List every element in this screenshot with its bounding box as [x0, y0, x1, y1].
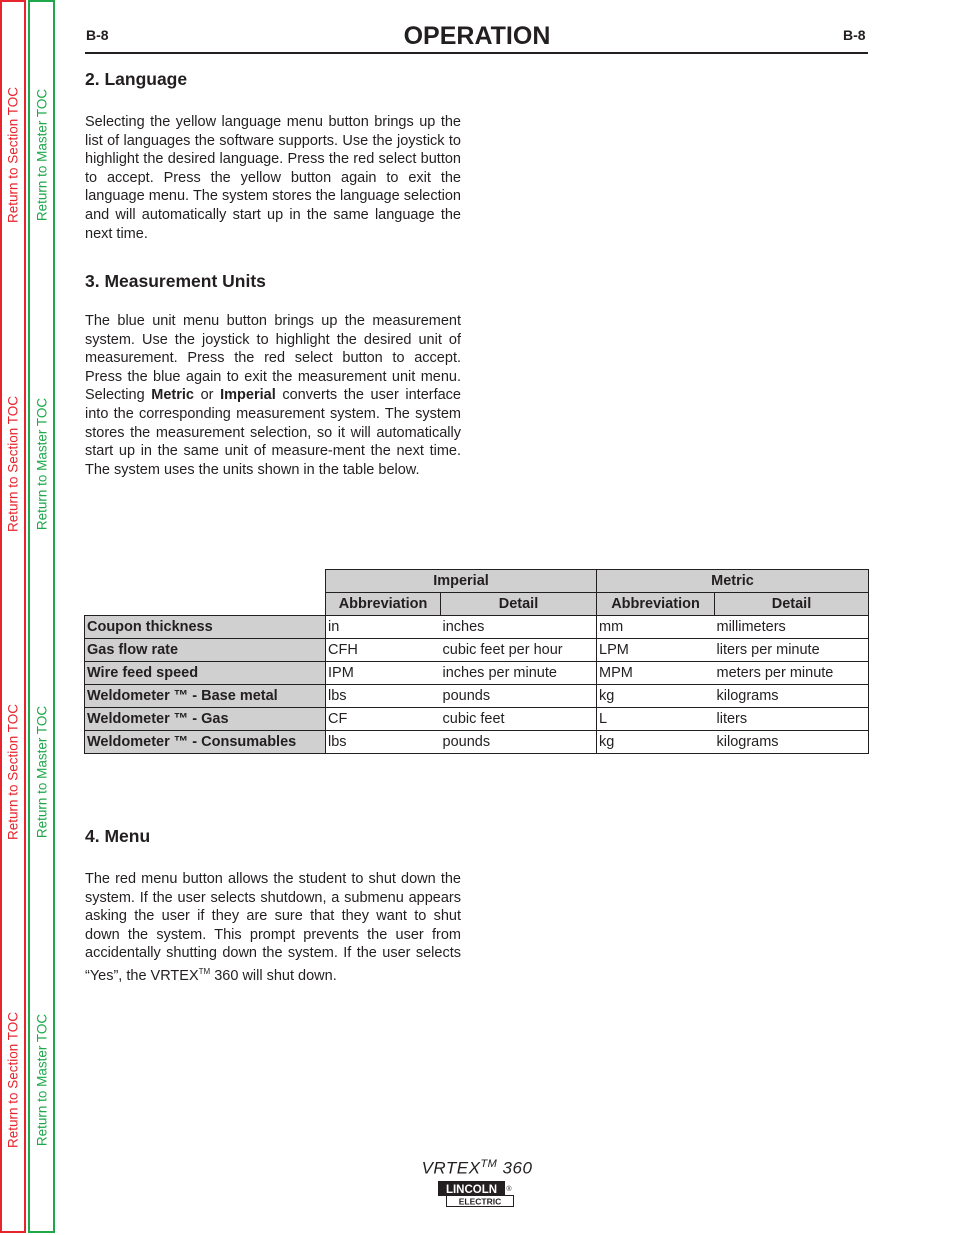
measurement-units-heading: 3. Measurement Units: [85, 271, 266, 291]
return-to-master-toc-link[interactable]: Return to Master TOC: [34, 397, 49, 531]
measurement-units-paragraph: The blue unit menu button brings up the measurement system. Use the joystick to highlight the desired unit of measurement. Press the red select button to accept. Press the blue again to exit the measurement unit menu. Selecting Metric or Imperial converts the user interface into the corresponding measurement system. The system stores the measurement selection, so it will automatically start up in the same unit of measure-ment the next time. The system uses the units shown in the table below.: [85, 313, 461, 478]
svg-text:ELECTRIC: ELECTRIC: [458, 1196, 502, 1207]
imperial-abbreviation-header: Abbreviation: [326, 593, 441, 616]
language-heading: 2. Language: [85, 69, 188, 89]
svg-text:®: ®: [506, 1186, 512, 1193]
table-row: Weldometer ™ - Gas CF cubic feet L liters: [85, 708, 869, 731]
section-toc-sidebar: [0, 0, 26, 1233]
table-row: Gas flow rate CFH cubic feet per hour LPM liters per minute: [85, 639, 869, 662]
return-to-section-toc-link[interactable]: Return to Section TOC: [5, 86, 21, 224]
language-paragraph: Selecting the yellow language menu button brings up the list of languages the software supports. Use the joystick to highlight the desired language. Press the red select button to accept. Press the yellow button again to exit the language menu. The system stores the language selection and will automatically start up in the same language the next time.: [85, 114, 461, 242]
table-row: Weldometer ™ - Base metal lbs pounds kg kilograms: [85, 685, 869, 708]
page-title: OPERATION: [403, 22, 551, 50]
menu-paragraph: The red menu button allows the student to shut down the system. If the user selects shutdown, a submenu appears asking the user if they are sure that they want to shut down the system. This prompt prevents the user from accidentally shutting down the system. If the user selects “Yes”, the VRTEX™ 360 will shut down.: [85, 871, 461, 984]
return-to-section-toc-link[interactable]: Return to Section TOC: [5, 703, 21, 841]
master-toc-sidebar: [28, 0, 55, 1233]
return-to-master-toc-link[interactable]: Return to Master TOC: [34, 88, 49, 222]
metric-abbreviation-header: Abbreviation: [597, 593, 715, 616]
imperial-detail-header: Detail: [441, 593, 597, 616]
return-to-master-toc-link[interactable]: Return to Master TOC: [34, 1013, 49, 1147]
table-row: Wire feed speed IPM inches per minute MPM meters per minute: [85, 662, 869, 685]
product-name: VRTEX™ 360: [421, 1158, 533, 1178]
return-to-section-toc-link[interactable]: Return to Section TOC: [5, 1011, 21, 1149]
svg-text:LINCOLN: LINCOLN: [445, 1184, 498, 1196]
metric-detail-header: Detail: [715, 593, 869, 616]
return-to-master-toc-link[interactable]: Return to Master TOC: [34, 705, 49, 839]
menu-heading: 4. Menu: [85, 826, 151, 846]
table-row: Coupon thickness in inches mm millimeters: [85, 616, 869, 639]
units-table: [84, 569, 869, 754]
return-to-section-toc-link[interactable]: Return to Section TOC: [5, 395, 21, 533]
table-row: Weldometer ™ - Consumables lbs pounds kg kilograms: [85, 731, 869, 754]
page-number-right: B-8: [843, 27, 866, 43]
imperial-group-header: Imperial: [326, 570, 597, 593]
imperial-term: Imperial: [220, 387, 276, 404]
metric-group-header: Metric: [597, 570, 869, 593]
header-rule: [85, 52, 868, 54]
metric-term: Metric: [151, 387, 194, 404]
page-number-left: B-8: [86, 27, 109, 43]
lincoln-electric-logo: [438, 1181, 514, 1207]
